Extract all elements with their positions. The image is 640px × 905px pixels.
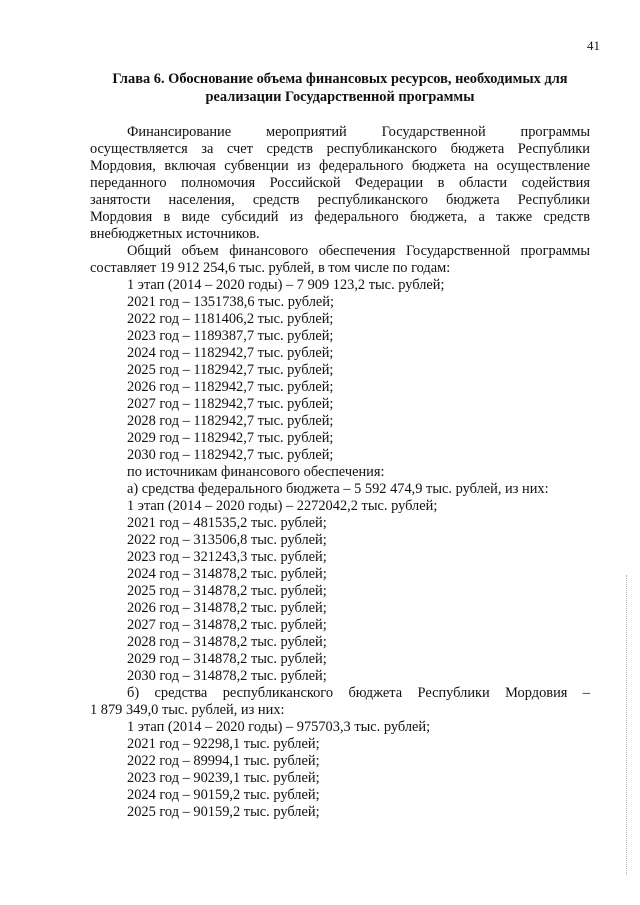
funding-year-item: 2022 год – 1181406,2 тыс. рублей; <box>127 311 334 327</box>
paragraph-line: Финансирование мероприятий Государственной программы <box>127 124 590 140</box>
funding-year-item: 2023 год – 90239,1 тыс. рублей; <box>127 770 320 786</box>
funding-year-item: 2026 год – 1182942,7 тыс. рублей; <box>127 379 334 395</box>
funding-year-item: 2028 год – 1182942,7 тыс. рублей; <box>127 413 334 429</box>
funding-year-item: 2025 год – 314878,2 тыс. рублей; <box>127 583 327 599</box>
federal-budget-section <box>90 481 590 685</box>
intro-paragraph <box>90 124 590 243</box>
funding-year-item: 2023 год – 321243,3 тыс. рублей; <box>127 549 327 565</box>
sources-intro: по источникам финансового обеспечения: <box>127 464 385 480</box>
funding-year-item: 2021 год – 92298,1 тыс. рублей; <box>127 736 320 752</box>
funding-year-item: 2021 год – 1351738,6 тыс. рублей; <box>127 294 334 310</box>
paragraph-line: переданного полномочия Российской Федерации в области содействия <box>90 175 590 191</box>
paragraph-line: Мордовия в виде субсидий из федерального бюджета, а также средств <box>90 209 590 225</box>
funding-year-item: 2022 год – 89994,1 тыс. рублей; <box>127 753 320 769</box>
funding-year-item: 2024 год – 90159,2 тыс. рублей; <box>127 787 320 803</box>
document-body <box>90 124 590 821</box>
funding-year-item: 2028 год – 314878,2 тыс. рублей; <box>127 634 327 650</box>
funding-year-item: 2030 год – 1182942,7 тыс. рублей; <box>127 447 334 463</box>
funding-year-item: 1 этап (2014 – 2020 годы) – 2272042,2 тыс. рублей; <box>127 498 438 514</box>
funding-year-item: 2022 год – 313506,8 тыс. рублей; <box>127 532 327 548</box>
paragraph-line: составляет 19 912 254,6 тыс. рублей, в том числе по годам: <box>90 260 451 276</box>
section-title: 1 879 349,0 тыс. рублей, из них: <box>90 702 285 718</box>
paragraph-line: внебюджетных источников. <box>90 226 260 242</box>
funding-year-item: 2024 год – 314878,2 тыс. рублей; <box>127 566 327 582</box>
funding-year-item: 2025 год – 90159,2 тыс. рублей; <box>127 804 320 820</box>
paragraph-line: Общий объем финансового обеспечения Государственной программы <box>127 243 590 259</box>
page-number: 41 <box>587 38 600 53</box>
funding-year-item: 2024 год – 1182942,7 тыс. рублей; <box>127 345 334 361</box>
chapter-heading <box>90 70 590 106</box>
funding-year-item: 2023 год – 1189387,7 тыс. рублей; <box>127 328 334 344</box>
scan-margin-mark <box>626 575 627 875</box>
paragraph-line: осуществляется за счет средств республиканского бюджета Республики <box>90 141 590 157</box>
funding-year-item: 1 этап (2014 – 2020 годы) – 7 909 123,2 тыс. рублей; <box>127 277 445 293</box>
section-title: а) средства федерального бюджета – 5 592 474,9 тыс. рублей, из них: <box>127 481 549 497</box>
funding-year-item: 2029 год – 1182942,7 тыс. рублей; <box>127 430 334 446</box>
total-funding-paragraph <box>90 243 590 464</box>
funding-year-item: 2030 год – 314878,2 тыс. рублей; <box>127 668 327 684</box>
funding-year-item: 1 этап (2014 – 2020 годы) – 975703,3 тыс. рублей; <box>127 719 431 735</box>
paragraph-line: Мордовия, включая субвенции из федерального бюджета на осуществление <box>90 158 590 174</box>
section-title: б) средства республиканского бюджета Республики Мордовия – <box>127 685 590 701</box>
chapter-heading-line: Глава 6. Обоснование объема финансовых ресурсов, необходимых для <box>112 71 568 87</box>
funding-year-item: 2021 год – 481535,2 тыс. рублей; <box>127 515 327 531</box>
funding-year-item: 2025 год – 1182942,7 тыс. рублей; <box>127 362 334 378</box>
funding-year-item: 2027 год – 1182942,7 тыс. рублей; <box>127 396 334 412</box>
republic-budget-section <box>90 685 590 821</box>
chapter-heading-line: реализации Государственной программы <box>205 89 475 105</box>
funding-year-item: 2026 год – 314878,2 тыс. рублей; <box>127 600 327 616</box>
funding-year-item: 2029 год – 314878,2 тыс. рублей; <box>127 651 327 667</box>
paragraph-line: занятости населения, средств республиканского бюджета Республики <box>90 192 590 208</box>
funding-year-item: 2027 год – 314878,2 тыс. рублей; <box>127 617 327 633</box>
